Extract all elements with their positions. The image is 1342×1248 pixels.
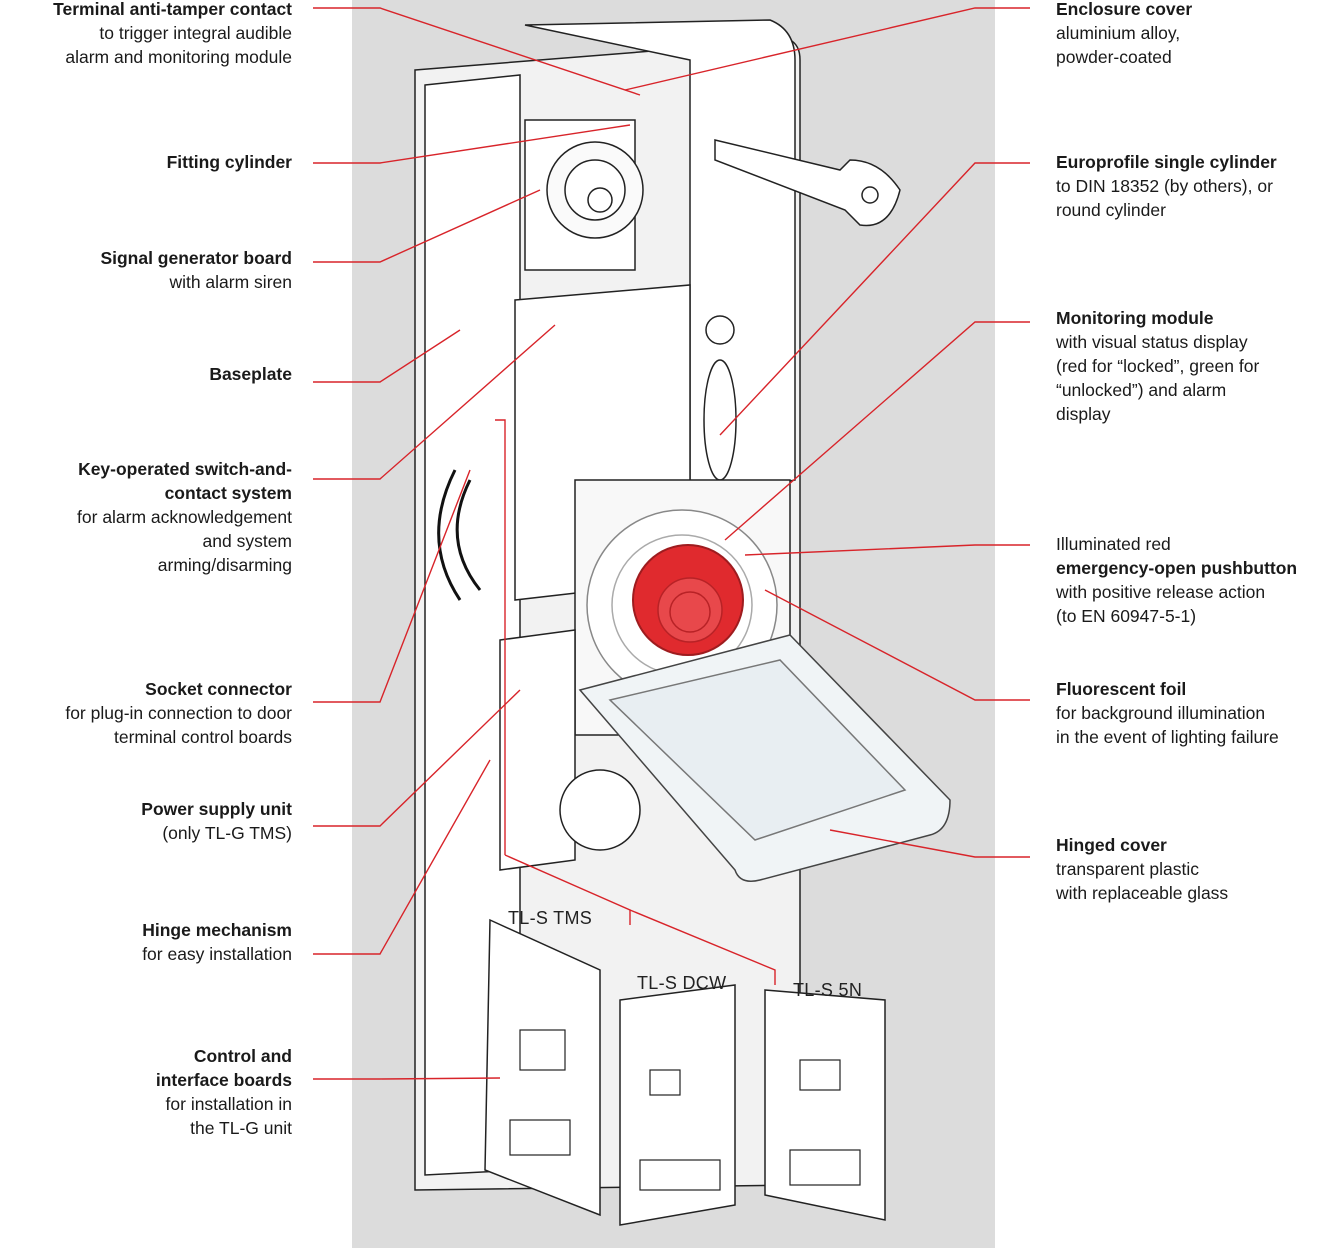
- label-title: Fluorescent foil: [1056, 679, 1187, 699]
- power-supply-shape: [500, 630, 575, 870]
- label-title: Control and interface boards: [155, 1046, 292, 1090]
- label-enclosure-cover: [1056, 0, 1192, 69]
- label-hinged-cover: [1056, 833, 1228, 905]
- label-title: Hinge mechanism: [142, 920, 292, 940]
- label-title: Hinged cover: [1056, 835, 1167, 855]
- label-title: Europrofile single cylinder: [1056, 152, 1277, 172]
- label-title: Power supply unit: [141, 799, 292, 819]
- board-label-tl-s-dcw: TL-S DCW: [637, 973, 727, 993]
- label-emergency-open-pushbutton: [1056, 532, 1297, 628]
- label-key-operated-switch: [77, 457, 292, 577]
- label-desc: with positive release action (to EN 60947-5-1): [1056, 582, 1266, 626]
- label-control-interface-boards: [156, 1044, 292, 1140]
- label-title: Monitoring module: [1056, 308, 1214, 328]
- label-power-supply-unit: [141, 797, 292, 845]
- label-title: emergency-open pushbutton: [1056, 558, 1298, 578]
- label-socket-connector: [65, 677, 292, 749]
- label-title: Signal generator board: [100, 248, 292, 268]
- label-desc: to DIN 18352 (by others), or round cylinder: [1056, 176, 1273, 220]
- label-desc: for installation in the TL-G unit: [165, 1094, 292, 1138]
- label-fluorescent-foil: [1056, 677, 1279, 749]
- label-terminal-anti-tamper: [53, 0, 292, 69]
- label-baseplate: [209, 362, 292, 386]
- board-label-tl-s-tms: TL-S TMS: [508, 908, 593, 928]
- label-title: Socket connector: [145, 679, 292, 699]
- label-desc: for plug-in connection to door terminal control boards: [65, 703, 292, 747]
- euro-cylinder-shape: [704, 360, 736, 480]
- label-desc: to trigger integral audible alarm and monitoring module: [65, 23, 292, 67]
- label-title: Terminal anti-tamper contact: [53, 0, 292, 19]
- board-label-tl-s-5n: TL-S 5N: [793, 980, 863, 1000]
- label-desc: with visual status display (red for “locked”, green for “unlocked”) and alarm display: [1056, 332, 1260, 424]
- label-fitting-cylinder: [167, 150, 292, 174]
- label-desc: for easy installation: [142, 944, 292, 964]
- label-title: Baseplate: [209, 364, 292, 384]
- label-title: Fitting cylinder: [166, 152, 292, 172]
- label-hinge-mechanism: [142, 918, 292, 966]
- label-desc: for background illumination in the event of lighting failure: [1056, 703, 1279, 747]
- label-desc: transparent plastic with replaceable glass: [1056, 859, 1229, 903]
- label-desc: aluminium alloy, powder-coated: [1056, 23, 1181, 67]
- label-desc: for alarm acknowledgement and system arming/disarming: [77, 507, 292, 575]
- label-desc: (only TL-G TMS): [162, 823, 292, 843]
- label-title: Enclosure cover: [1056, 0, 1193, 19]
- label-desc: with alarm siren: [169, 272, 292, 292]
- label-europrofile-cylinder: [1056, 150, 1277, 222]
- label-signal-generator-board: [100, 246, 292, 294]
- leader-control-boards: [313, 1078, 500, 1079]
- label-prefix: Illuminated red: [1056, 534, 1171, 554]
- label-title: Key-operated switch-and- contact system: [78, 459, 292, 503]
- label-monitoring-module: [1056, 306, 1259, 426]
